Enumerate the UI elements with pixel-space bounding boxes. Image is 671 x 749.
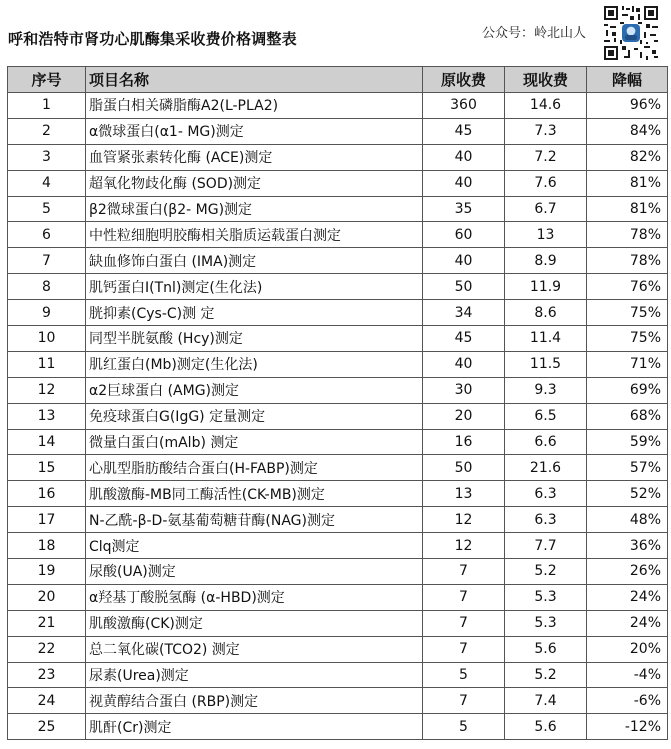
row-index: 17 xyxy=(8,507,86,533)
reduction: 24% xyxy=(587,610,668,636)
reduction: 48% xyxy=(587,507,668,533)
reduction: 59% xyxy=(587,429,668,455)
row-index: 5 xyxy=(8,196,86,222)
row-index: 4 xyxy=(8,170,86,196)
row-index: 21 xyxy=(8,610,86,636)
original-fee: 34 xyxy=(423,300,505,326)
reduction: 52% xyxy=(587,481,668,507)
original-fee: 5 xyxy=(423,662,505,688)
row-index: 18 xyxy=(8,533,86,559)
original-fee: 40 xyxy=(423,144,505,170)
reduction: 78% xyxy=(587,248,668,274)
row-index: 22 xyxy=(8,636,86,662)
item-name: 视黄醇结合蛋白 (RBP)测定 xyxy=(86,688,423,714)
item-name: N-乙酰-β-D-氨基葡萄糖苷酶(NAG)测定 xyxy=(86,507,423,533)
item-name: 尿酸(UA)测定 xyxy=(86,559,423,585)
header-index: 序号 xyxy=(8,67,86,93)
item-name: 肌红蛋白(Mb)测定(生化法) xyxy=(86,351,423,377)
row-index: 13 xyxy=(8,403,86,429)
original-fee: 35 xyxy=(423,196,505,222)
account-label: 公众号：岭北山人 xyxy=(482,26,587,41)
reduction: 69% xyxy=(587,377,668,403)
table-row xyxy=(8,93,668,119)
original-fee: 5 xyxy=(423,714,505,740)
original-fee: 7 xyxy=(423,584,505,610)
reduction: -4% xyxy=(587,662,668,688)
current-fee: 5.2 xyxy=(505,559,587,585)
current-fee: 7.6 xyxy=(505,170,587,196)
table-row xyxy=(8,610,668,636)
current-fee: 8.9 xyxy=(505,248,587,274)
item-name: 微量白蛋白(mAlb) 测定 xyxy=(86,429,423,455)
row-index: 2 xyxy=(8,118,86,144)
original-fee: 7 xyxy=(423,636,505,662)
row-index: 1 xyxy=(8,93,86,119)
table-row xyxy=(8,248,668,274)
row-index: 15 xyxy=(8,455,86,481)
table-row xyxy=(8,507,668,533)
table-row xyxy=(8,533,668,559)
page-header xyxy=(0,0,671,64)
original-fee: 50 xyxy=(423,455,505,481)
original-fee: 7 xyxy=(423,559,505,585)
reduction: 78% xyxy=(587,222,668,248)
item-name: 心肌型脂肪酸结合蛋白(H-FABP)测定 xyxy=(86,455,423,481)
original-fee: 7 xyxy=(423,610,505,636)
original-fee: 12 xyxy=(423,533,505,559)
current-fee: 11.9 xyxy=(505,274,587,300)
table-row xyxy=(8,559,668,585)
table-row xyxy=(8,714,668,740)
current-fee: 7.3 xyxy=(505,118,587,144)
current-fee: 5.2 xyxy=(505,662,587,688)
table-row xyxy=(8,636,668,662)
reduction: 75% xyxy=(587,300,668,326)
current-fee: 5.6 xyxy=(505,714,587,740)
row-index: 10 xyxy=(8,326,86,352)
item-name: 脂蛋白相关磷脂酶A2(L-PLA2) xyxy=(86,93,423,119)
current-fee: 9.3 xyxy=(505,377,587,403)
table-row xyxy=(8,196,668,222)
item-name: 血管紧张素转化酶 (ACE)测定 xyxy=(86,144,423,170)
original-fee: 40 xyxy=(423,351,505,377)
current-fee: 6.3 xyxy=(505,481,587,507)
original-fee: 16 xyxy=(423,429,505,455)
reduction: 20% xyxy=(587,636,668,662)
row-index: 14 xyxy=(8,429,86,455)
table-row xyxy=(8,377,668,403)
table-row xyxy=(8,403,668,429)
row-index: 3 xyxy=(8,144,86,170)
original-fee: 12 xyxy=(423,507,505,533)
row-index: 8 xyxy=(8,274,86,300)
reduction: 82% xyxy=(587,144,668,170)
current-fee: 6.6 xyxy=(505,429,587,455)
item-name: 肌酸激酶(CK)测定 xyxy=(86,610,423,636)
original-fee: 40 xyxy=(423,170,505,196)
original-fee: 30 xyxy=(423,377,505,403)
original-fee: 45 xyxy=(423,118,505,144)
reduction: -12% xyxy=(587,714,668,740)
table-header-row xyxy=(8,67,668,93)
header-current-fee: 现收费 xyxy=(505,67,587,93)
reduction: 57% xyxy=(587,455,668,481)
row-index: 19 xyxy=(8,559,86,585)
header-item-name: 项目名称 xyxy=(86,67,423,93)
current-fee: 6.7 xyxy=(505,196,587,222)
row-index: 23 xyxy=(8,662,86,688)
current-fee: 14.6 xyxy=(505,93,587,119)
reduction: 36% xyxy=(587,533,668,559)
row-index: 16 xyxy=(8,481,86,507)
item-name: 总二氧化碳(TCO2) 测定 xyxy=(86,636,423,662)
row-index: 24 xyxy=(8,688,86,714)
table-row xyxy=(8,429,668,455)
current-fee: 5.3 xyxy=(505,584,587,610)
item-name: 缺血修饰白蛋白 (IMA)测定 xyxy=(86,248,423,274)
item-name: β2微球蛋白(β2- MG)测定 xyxy=(86,196,423,222)
reduction: 96% xyxy=(587,93,668,119)
header-reduction: 降幅 xyxy=(587,67,668,93)
table-row xyxy=(8,222,668,248)
row-index: 11 xyxy=(8,351,86,377)
table-row xyxy=(8,481,668,507)
current-fee: 7.7 xyxy=(505,533,587,559)
table-row xyxy=(8,118,668,144)
row-index: 20 xyxy=(8,584,86,610)
item-name: 胱抑素(Cys-C)测 定 xyxy=(86,300,423,326)
reduction: -6% xyxy=(587,688,668,714)
current-fee: 6.5 xyxy=(505,403,587,429)
item-name: 尿素(Urea)测定 xyxy=(86,662,423,688)
item-name: 中性粒细胞明胶酶相关脂质运载蛋白测定 xyxy=(86,222,423,248)
item-name: 超氧化物歧化酶 (SOD)测定 xyxy=(86,170,423,196)
table-row xyxy=(8,455,668,481)
item-name: 免疫球蛋白G(IgG) 定量测定 xyxy=(86,403,423,429)
original-fee: 13 xyxy=(423,481,505,507)
table-row xyxy=(8,584,668,610)
table-row xyxy=(8,170,668,196)
current-fee: 6.3 xyxy=(505,507,587,533)
reduction: 84% xyxy=(587,118,668,144)
table-row xyxy=(8,688,668,714)
item-name: 肌酸激酶-MB同工酶活性(CK-MB)测定 xyxy=(86,481,423,507)
original-fee: 50 xyxy=(423,274,505,300)
table-row xyxy=(8,144,668,170)
table-row xyxy=(8,351,668,377)
current-fee: 8.6 xyxy=(505,300,587,326)
reduction: 81% xyxy=(587,196,668,222)
current-fee: 5.6 xyxy=(505,636,587,662)
original-fee: 60 xyxy=(423,222,505,248)
reduction: 76% xyxy=(587,274,668,300)
row-index: 12 xyxy=(8,377,86,403)
reduction: 81% xyxy=(587,170,668,196)
row-index: 6 xyxy=(8,222,86,248)
item-name: α2巨球蛋白 (AMG)测定 xyxy=(86,377,423,403)
reduction: 71% xyxy=(587,351,668,377)
reduction: 75% xyxy=(587,326,668,352)
item-name: 肌酐(Cr)测定 xyxy=(86,714,423,740)
reduction: 68% xyxy=(587,403,668,429)
original-fee: 7 xyxy=(423,688,505,714)
current-fee: 21.6 xyxy=(505,455,587,481)
reduction: 24% xyxy=(587,584,668,610)
current-fee: 7.2 xyxy=(505,144,587,170)
item-name: α微球蛋白(α1- MG)测定 xyxy=(86,118,423,144)
price-table xyxy=(7,66,668,740)
table-row xyxy=(8,300,668,326)
original-fee: 40 xyxy=(423,248,505,274)
row-index: 9 xyxy=(8,300,86,326)
current-fee: 7.4 xyxy=(505,688,587,714)
original-fee: 20 xyxy=(423,403,505,429)
original-fee: 360 xyxy=(423,93,505,119)
table-row xyxy=(8,326,668,352)
page-title: 呼和浩特市肾功心肌酶集采收费价格调整表 xyxy=(8,30,297,48)
table-row xyxy=(8,662,668,688)
item-name: 肌钙蛋白I(Tnl)测定(生化法) xyxy=(86,274,423,300)
original-fee: 45 xyxy=(423,326,505,352)
current-fee: 11.4 xyxy=(505,326,587,352)
item-name: α羟基丁酸脱氢酶 (α-HBD)测定 xyxy=(86,584,423,610)
item-name: 同型半胱氨酸 (Hcy)测定 xyxy=(86,326,423,352)
qr-code-image xyxy=(602,4,660,62)
item-name: Clq测定 xyxy=(86,533,423,559)
row-index: 7 xyxy=(8,248,86,274)
row-index: 25 xyxy=(8,714,86,740)
table-row xyxy=(8,274,668,300)
current-fee: 5.3 xyxy=(505,610,587,636)
header-original-fee: 原收费 xyxy=(423,67,505,93)
current-fee: 13 xyxy=(505,222,587,248)
current-fee: 11.5 xyxy=(505,351,587,377)
reduction: 26% xyxy=(587,559,668,585)
